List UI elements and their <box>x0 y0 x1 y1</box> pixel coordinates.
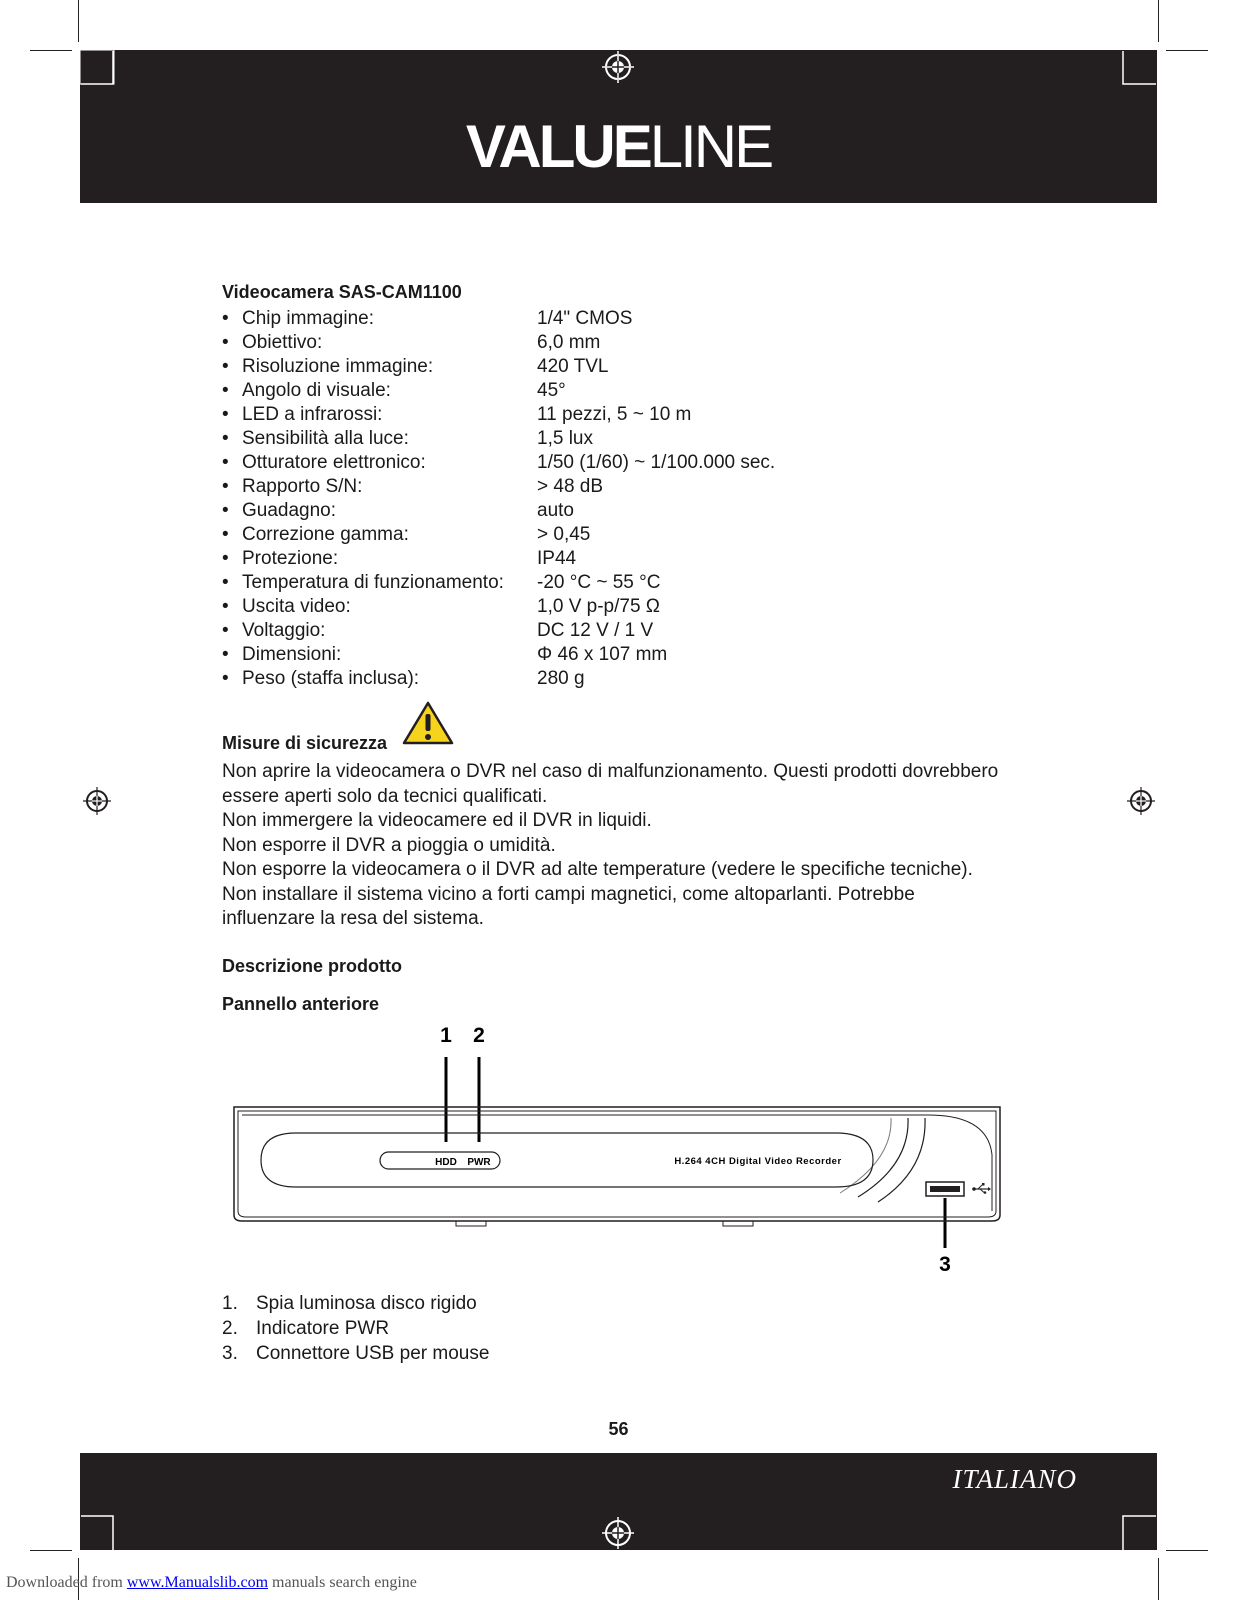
front-panel-subtitle: Pannello anteriore <box>222 994 380 1014</box>
safety-line: Non installare il sistema vicino a forti campi magnetici, come altoparlanti. Potrebbe <box>222 883 915 905</box>
safety-text <box>222 760 1042 932</box>
bullet: • <box>222 332 229 353</box>
safety-line: Non aprire la videocamera o DVR nel caso di malfunzionamento. Questi prodotti dovrebbero <box>222 761 999 782</box>
safety-section-title: Misure di sicurezza <box>222 733 388 753</box>
bullet: • <box>222 428 229 449</box>
spec-item <box>222 427 1022 451</box>
spec-item <box>222 403 1022 427</box>
spec-value: 1,5 lux <box>537 428 593 449</box>
usb-icon <box>972 1183 991 1194</box>
spec-list <box>222 307 1022 691</box>
spec-label: Chip immagine: <box>242 308 374 329</box>
crop-mark <box>78 0 79 42</box>
safety-line: Non esporre il DVR a pioggia o umidità. <box>222 834 556 856</box>
spec-item <box>222 547 1022 571</box>
bullet: • <box>222 500 229 521</box>
spec-label: Uscita video: <box>242 596 351 617</box>
bullet: • <box>222 620 229 641</box>
spec-value: 11 pezzi, 5 ~ 10 m <box>537 404 692 425</box>
bullet: • <box>222 380 229 401</box>
component-text: Spia luminosa disco rigido <box>256 1293 477 1314</box>
crop-mark <box>30 1550 72 1551</box>
spec-item <box>222 451 1022 475</box>
spec-label: LED a infrarossi: <box>242 404 383 425</box>
bullet: • <box>222 452 229 473</box>
spec-item <box>222 619 1022 643</box>
spec-value: 45° <box>537 380 566 401</box>
safety-line: essere aperti solo da tecnici qualificati. <box>222 785 548 807</box>
spec-label: Guadagno: <box>242 500 337 521</box>
spec-item <box>222 475 1022 499</box>
spec-section-title: Videocamera SAS-CAM1100 <box>222 282 462 302</box>
dvr-front-panel-figure <box>228 1025 1008 1280</box>
spec-value: -20 °C ~ 55 °C <box>537 572 661 593</box>
callout-2: 2 <box>473 1025 485 1047</box>
page-number: 56 <box>608 1419 629 1439</box>
download-prefix: Downloaded from <box>6 1574 127 1591</box>
product-section-title: Descrizione prodotto <box>222 956 403 976</box>
safety-line: Non immergere la videocamere ed il DVR in liquidi. <box>222 810 652 831</box>
spec-value: 280 g <box>537 668 585 689</box>
spec-value: 1,0 V p-p/75 Ω <box>537 596 660 617</box>
registration-mark-icon <box>1126 786 1156 816</box>
spec-value: > 48 dB <box>537 476 604 497</box>
component-number: 2. <box>222 1318 238 1339</box>
spec-value: DC 12 V / 1 V <box>537 620 654 641</box>
led-pwr-label: PWR <box>467 1157 491 1168</box>
bullet: • <box>222 668 229 689</box>
spec-label: Otturatore elettronico: <box>242 452 426 473</box>
crop-mark <box>1158 0 1159 42</box>
callout-3: 3 <box>939 1253 951 1276</box>
bullet: • <box>222 308 229 329</box>
spec-item <box>222 667 1022 691</box>
spec-value: 1/50 (1/60) ~ 1/100.000 sec. <box>537 452 776 473</box>
registration-mark-icon <box>602 51 634 83</box>
component-text: Connettore USB per mouse <box>256 1343 490 1364</box>
spec-item <box>222 499 1022 523</box>
spec-value: 6,0 mm <box>537 332 601 353</box>
spec-value: 1/4" CMOS <box>537 308 633 329</box>
crop-mark <box>1166 50 1208 51</box>
spec-item <box>222 643 1022 667</box>
spec-label: Dimensioni: <box>242 644 342 665</box>
spec-label: Sensibilità alla luce: <box>242 428 409 449</box>
spec-label: Obiettivo: <box>242 332 323 353</box>
bullet: • <box>222 596 229 617</box>
bullet: • <box>222 404 229 425</box>
spec-item <box>222 523 1022 547</box>
spec-label: Temperatura di funzionamento: <box>242 572 504 593</box>
safety-line: influenzare la resa del sistema. <box>222 908 484 929</box>
bullet: • <box>222 548 229 569</box>
bullet: • <box>222 644 229 665</box>
spec-value: auto <box>537 500 574 521</box>
registration-mark-icon <box>602 1517 634 1549</box>
spec-label: Correzione gamma: <box>242 524 409 545</box>
bullet: • <box>222 524 229 545</box>
language-label: ITALIANO <box>952 1464 1077 1494</box>
component-text: Indicatore PWR <box>256 1318 390 1339</box>
crop-mark <box>1158 1558 1159 1600</box>
spec-label: Protezione: <box>242 548 339 569</box>
spec-value: > 0,45 <box>537 524 591 545</box>
spec-value: Φ 46 x 107 mm <box>537 644 668 665</box>
spec-label: Voltaggio: <box>242 620 326 641</box>
model-text: H.264 4CH Digital Video Recorder <box>674 1156 842 1167</box>
spec-value: IP44 <box>537 548 577 569</box>
spec-item <box>222 307 1022 331</box>
registration-mark-icon <box>82 786 112 816</box>
spec-item <box>222 331 1022 355</box>
spec-item <box>222 355 1022 379</box>
led-hdd-label: HDD <box>435 1157 457 1168</box>
safety-line: Non esporre la videocamera o il DVR ad alte temperature (vedere le specifiche tecniche). <box>222 859 973 880</box>
dvr-body <box>234 1107 1000 1221</box>
spec-label: Risoluzione immagine: <box>242 356 434 377</box>
crop-mark <box>1166 1550 1208 1551</box>
warning-triangle-icon <box>402 700 454 746</box>
spec-item <box>222 595 1022 619</box>
manualslib-link[interactable]: www.Manualslib.com <box>126 1574 269 1591</box>
spec-item <box>222 571 1022 595</box>
crop-mark <box>30 50 72 51</box>
download-attribution <box>6 1574 417 1592</box>
spec-item <box>222 379 1022 403</box>
spec-label: Rapporto S/N: <box>242 476 363 497</box>
bullet: • <box>222 476 229 497</box>
bullet: • <box>222 356 229 377</box>
download-suffix: manuals search engine <box>268 1574 417 1591</box>
spec-value: 420 TVL <box>537 356 609 377</box>
spec-label: Peso (staffa inclusa): <box>242 668 420 689</box>
component-number: 1. <box>222 1293 238 1314</box>
bullet: • <box>222 572 229 593</box>
brand-logo: VALUELINE <box>465 113 772 180</box>
component-number: 3. <box>222 1343 238 1364</box>
spec-label: Angolo di visuale: <box>242 380 391 401</box>
callout-1: 1 <box>440 1025 452 1047</box>
